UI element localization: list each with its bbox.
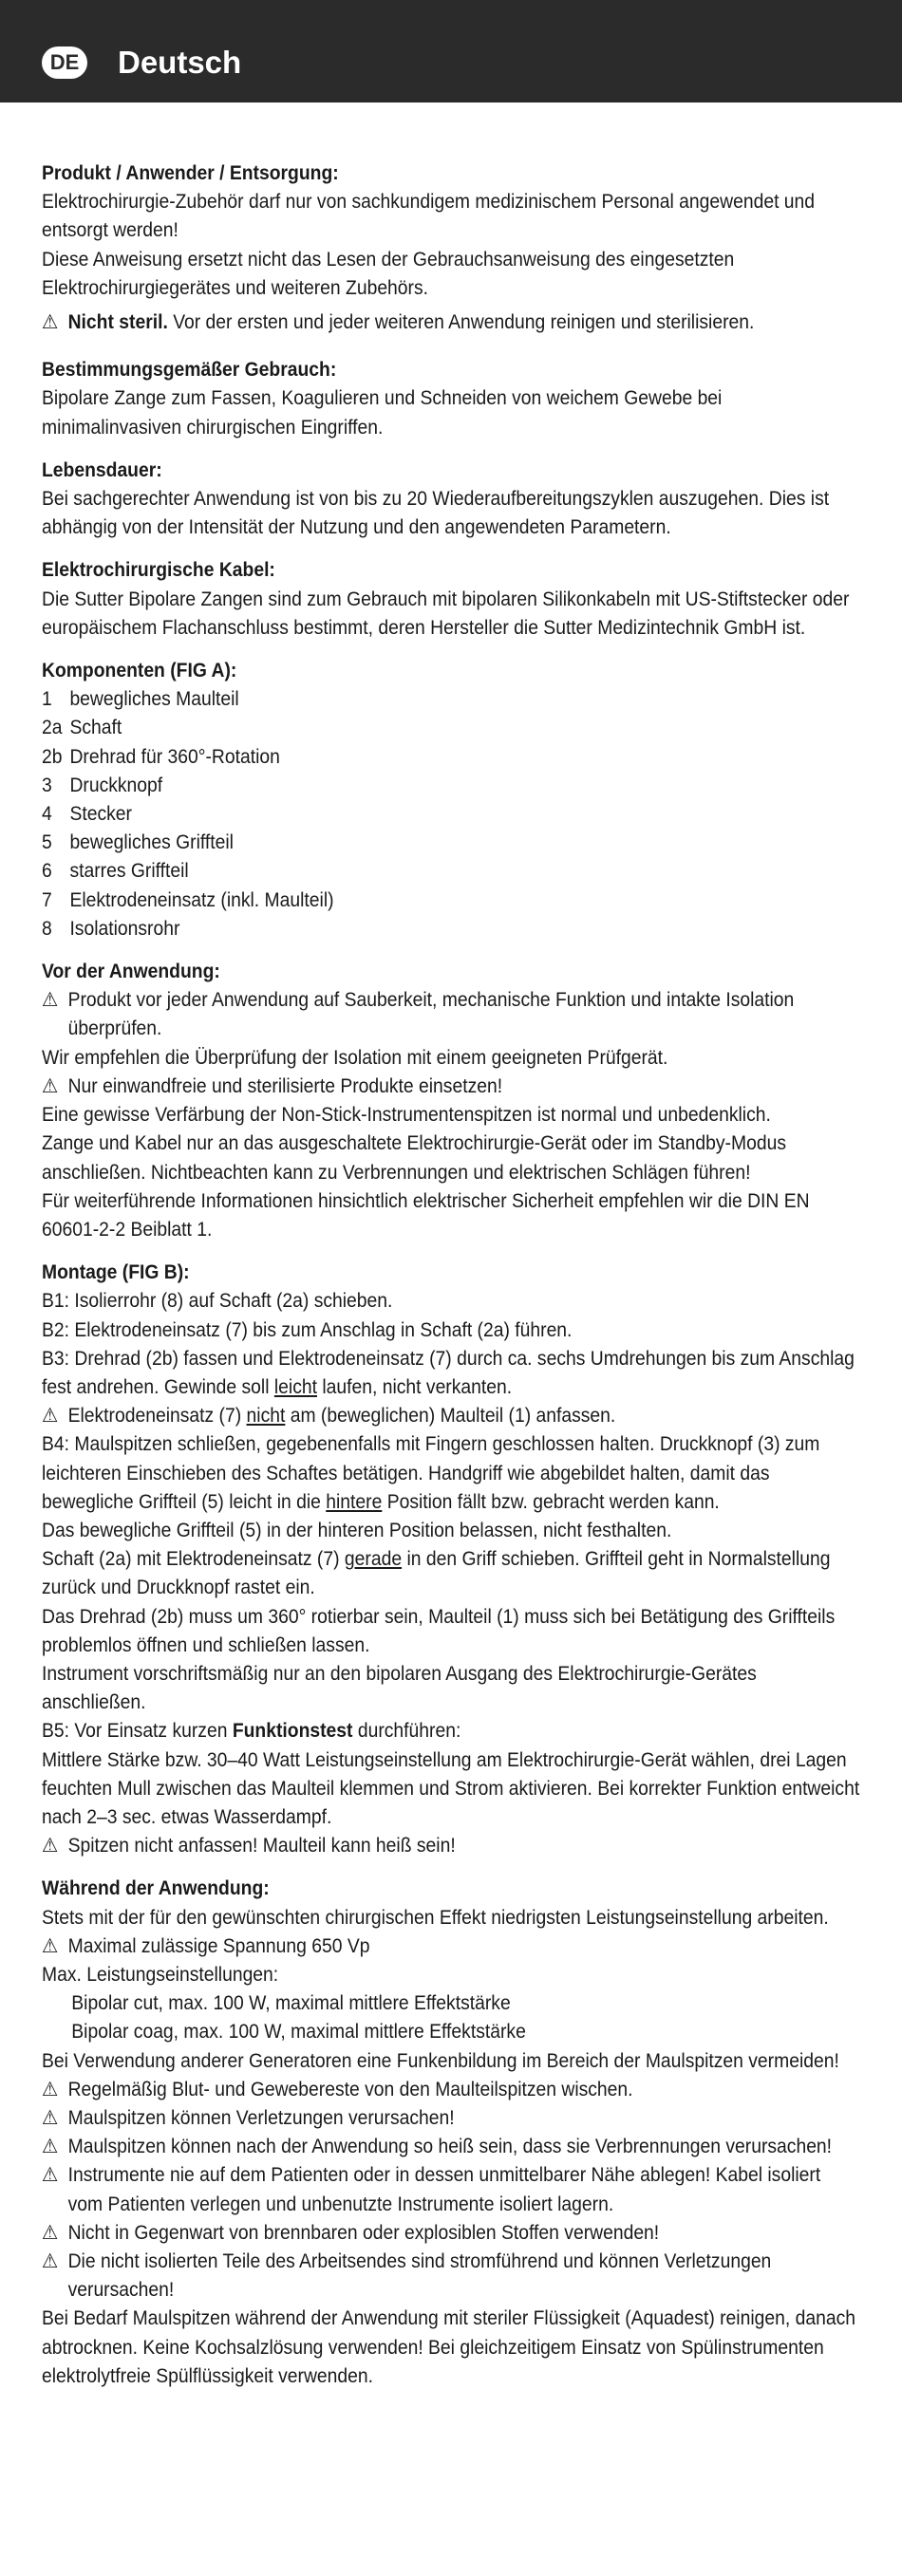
component-item [42, 887, 860, 915]
paragraph: Bipolare Zange zum Fassen, Koagulieren und Schneiden von weichem Gewebe bei minimalinvasiven chirurgischen Eingriffen. [42, 387, 723, 439]
warning-line [42, 2248, 860, 2305]
component-item [42, 685, 860, 714]
warning-text: Maximal zulässige Spannung 650 Vp [67, 1934, 370, 1957]
warning-icon: ⚠ [42, 1835, 59, 1857]
component-label: Isolationsrohr [69, 917, 180, 940]
power-setting-item: Bipolar cut, max. 100 W, maximal mittlere Effektstärke [71, 1992, 511, 2015]
step-text: B3: Drehrad (2b) fassen und Elektrodeneinsatz (7) durch ca. sechs Umdrehungen bis zum Anschlag fest andrehen. Gewinde soll [42, 1347, 855, 1398]
warning-text: Regelmäßig Blut- und Gewebereste von den Maulteilspitzen wischen. [67, 2078, 633, 2100]
warning-line [42, 308, 860, 337]
step-b1: B1: Isolierrohr (8) auf Schaft (2a) schieben. [42, 1290, 393, 1313]
paragraph: Stets mit der für den gewünschten chirurgischen Effekt niedrigsten Leistungseinstellung arbeiten. [42, 1906, 829, 1929]
paragraph: Eine gewisse Verfärbung der Non-Stick-Instrumentenspitzen ist normal und unbedenklich. [42, 1104, 771, 1127]
paragraph: Diese Anweisung ersetzt nicht das Lesen der Gebrauchsanweisung des eingesetzten Elektrochirurgiegerätes und weiteren Zubehörs. [42, 248, 735, 299]
paragraph: Wir empfehlen die Überprüfung der Isolation mit einem geeigneten Prüfgerät. [42, 1046, 668, 1069]
step-text: Position fällt bzw. gebracht werden kann. [382, 1490, 720, 1513]
component-number: 8 [42, 917, 52, 940]
language-header [0, 0, 902, 103]
component-item [42, 772, 860, 800]
component-label: Stecker [69, 803, 132, 826]
paragraph: Das Drehrad (2b) muss um 360° rotierbar sein, Maulteil (1) muss sich bei Betätigung des Griffteils problemlos öffnen und schließen lassen. [42, 1605, 836, 1656]
paragraph: Bei Verwendung anderer Generatoren eine Funkenbildung im Bereich der Maulspitzen vermeiden! [42, 2049, 839, 2072]
step-text: durchführen: [352, 1720, 461, 1743]
warning-bold-text: Nicht steril. [67, 311, 168, 334]
document-body [42, 159, 860, 2405]
paragraph: Für weiterführende Informationen hinsichtlich elektrischer Sicherheit empfehlen wir die DIN EN 60601-2-2 Beiblatt 1. [42, 1189, 810, 1241]
paragraph: Elektrochirurgie-Zubehör darf nur von sachkundigem medizinischem Personal angewendet und entsorgt werden! [42, 191, 816, 242]
section-heading: Lebensdauer: [42, 458, 162, 481]
paragraph: Bei sachgerechter Anwendung ist von bis zu 20 Wiederaufbereitungszyklen auszugehen. Dies ist abhängig von der Intensität der Nutzung und den angewendeten Parametern. [42, 488, 830, 539]
power-setting-item: Bipolar coag, max. 100 W, maximal mittlere Effektstärke [71, 2021, 526, 2044]
step-b4 [42, 1430, 860, 1517]
warning-text: Die nicht isolierten Teile des Arbeitsendes sind stromführend und können Verletzungen verursachen! [67, 2250, 772, 2302]
component-label: bewegliches Maulteil [69, 688, 239, 711]
warning-line [42, 2076, 860, 2104]
warning-icon: ⚠ [42, 2078, 59, 2100]
component-number: 2b [42, 745, 63, 768]
warning-icon: ⚠ [42, 1934, 59, 1957]
paragraph [42, 1545, 860, 1602]
paragraph: Zange und Kabel nur an das ausgeschaltete Elektrochirurgie-Gerät oder im Standby-Modus anschließen. Nichtbeachten kann zu Verbrennungen und elektrischen Schlägen führen! [42, 1132, 786, 1184]
step-b2: B2: Elektrodeneinsatz (7) bis zum Anschlag in Schaft (2a) führen. [42, 1318, 573, 1341]
component-number: 6 [42, 860, 52, 883]
step-text: B5: Vor Einsatz kurzen [42, 1720, 233, 1743]
bold-text: Funktionstest [232, 1720, 353, 1743]
section-intended-use [42, 356, 860, 442]
warning-text: Spitzen nicht anfassen! Maulteil kann heiß sein! [67, 1835, 456, 1857]
warning-text: am (beweglichen) Maulteil (1) anfassen. [285, 1405, 616, 1428]
component-number: 5 [42, 831, 52, 854]
component-label: Schaft [69, 717, 122, 739]
underlined-text: leicht [273, 1375, 317, 1398]
warning-line [42, 2133, 860, 2161]
component-item [42, 800, 860, 829]
section-heading: Komponenten (FIG A): [42, 660, 237, 682]
component-label: Drehrad für 360°-Rotation [69, 745, 280, 768]
warning-text: Instrumente nie auf dem Patienten oder in dessen unmittelbarer Nähe ablegen! Kabel isoliert vom Patienten verlegen und unbenutzte Instrumente isoliert lagern. [67, 2164, 821, 2215]
component-number: 3 [42, 774, 52, 796]
warning-icon: ⚠ [42, 1074, 59, 1097]
paragraph-text: in den Griff schieben. Griffteil geht in Normalstellung zurück und Druckknopf rastet ein. [42, 1548, 831, 1599]
warning-line [42, 2219, 860, 2248]
section-product-user-disposal [42, 159, 860, 337]
section-before-use [42, 958, 860, 1244]
section-heading: Bestimmungsgemäßer Gebrauch: [42, 359, 337, 382]
section-heading: Montage (FIG B): [42, 1261, 190, 1284]
component-item [42, 915, 860, 943]
paragraph: Bei Bedarf Maulspitzen während der Anwendung mit steriler Flüssigkeit (Aquadest) reinigen, danach abtrocknen. Keine Kochsalzlösung verwenden! Bei gleichzeitigem Einsatz von Spülinstrumenten elektrolytfreie Spülflüssigkeit verwenden. [42, 2307, 855, 2387]
warning-text: Maulspitzen können Verletzungen verursachen! [67, 2107, 455, 2129]
language-code-badge: DE [42, 47, 87, 79]
paragraph: Max. Leistungseinstellungen: [42, 1963, 279, 1986]
step-b5 [42, 1717, 860, 1745]
component-number: 1 [42, 688, 52, 711]
component-item [42, 743, 860, 772]
component-item [42, 829, 860, 857]
paragraph: Instrument vorschriftsmäßig nur an den bipolaren Ausgang des Elektrochirurgie-Gerätes anschließen. [42, 1662, 757, 1714]
component-number: 7 [42, 888, 52, 911]
warning-text: Produkt vor jeder Anwendung auf Sauberkeit, mechanische Funktion und intakte Isolation überprüfen. [67, 989, 795, 1040]
warning-icon: ⚠ [42, 1405, 59, 1428]
warning-icon: ⚠ [42, 2107, 59, 2129]
section-heading: Elektrochirurgische Kabel: [42, 559, 275, 582]
warning-text: Nur einwandfreie und sterilisierte Produkte einsetzen! [67, 1074, 503, 1097]
warning-line [42, 1832, 860, 1860]
section-during-use [42, 1875, 860, 2391]
section-lifetime [42, 457, 860, 543]
component-number: 4 [42, 803, 52, 826]
warning-text: Nicht in Gegenwart von brennbaren oder explosiblen Stoffen verwenden! [67, 2221, 660, 2244]
warning-icon: ⚠ [42, 311, 59, 334]
warning-line [42, 1402, 860, 1430]
section-assembly [42, 1259, 860, 1860]
component-item [42, 714, 860, 742]
paragraph: Die Sutter Bipolare Zangen sind zum Gebrauch mit bipolaren Silikonkabeln mit US-Stiftstecker oder europäischem Flachanschluss bestimmt, deren Hersteller die Sutter Medizintechnik GmbH ist. [42, 588, 850, 639]
warning-text: Elektrodeneinsatz (7) [67, 1405, 247, 1428]
section-heading: Vor der Anwendung: [42, 961, 220, 983]
underlined-text: nicht [246, 1405, 286, 1428]
component-label: bewegliches Griffteil [69, 831, 234, 854]
component-item [42, 857, 860, 886]
step-text: laufen, nicht verkanten. [316, 1375, 513, 1398]
underlined-text: gerade [344, 1548, 403, 1571]
warning-line [42, 1932, 860, 1961]
warning-line [42, 986, 860, 1043]
component-label: starres Griffteil [69, 860, 189, 883]
paragraph: Mittlere Stärke bzw. 30–40 Watt Leistungseinstellung am Elektrochirurgie-Gerät wählen, drei Lagen feuchten Mull zwischen das Maulteil klemmen und Strom aktivieren. Bei korrekter Funktion entweicht nach 2–3 sec. etwas Wasserdampf. [42, 1748, 860, 1828]
step-b3 [42, 1345, 860, 1402]
section-components [42, 657, 860, 943]
warning-line [42, 2104, 860, 2133]
section-cables [42, 556, 860, 643]
warning-line [42, 1073, 860, 1101]
warning-text: Vor der ersten und jeder weiteren Anwendung reinigen und sterilisieren. [167, 311, 755, 334]
warning-icon: ⚠ [42, 2221, 59, 2244]
warning-icon: ⚠ [42, 2164, 59, 2187]
warning-icon: ⚠ [42, 2136, 59, 2158]
component-label: Elektrodeneinsatz (inkl. Maulteil) [69, 888, 334, 911]
component-number: 2a [42, 717, 63, 739]
step-text: B4: Maulspitzen schließen, gegebenenfalls mit Fingern geschlossen halten. Druckknopf (3) zum leichteren Einschieben des Schaftes betätigen. Handgriff wie abgebildet halten, damit das bewegliche Griffteil (5) leicht in die [42, 1433, 820, 1513]
paragraph-text: Schaft (2a) mit Elektrodeneinsatz (7) [42, 1548, 345, 1571]
section-heading: Produkt / Anwender / Entsorgung: [42, 162, 339, 184]
component-label: Druckknopf [69, 774, 163, 796]
underlined-text: hintere [326, 1490, 383, 1513]
language-name: Deutsch [118, 45, 242, 80]
warning-icon: ⚠ [42, 989, 59, 1012]
section-heading: Während der Anwendung: [42, 1877, 270, 1900]
paragraph: Das bewegliche Griffteil (5) in der hinteren Position belassen, nicht festhalten. [42, 1519, 672, 1541]
warning-icon: ⚠ [42, 2250, 59, 2273]
warning-line [42, 2161, 860, 2218]
warning-text: Maulspitzen können nach der Anwendung so heiß sein, dass sie Verbrennungen verursachen! [67, 2136, 833, 2158]
